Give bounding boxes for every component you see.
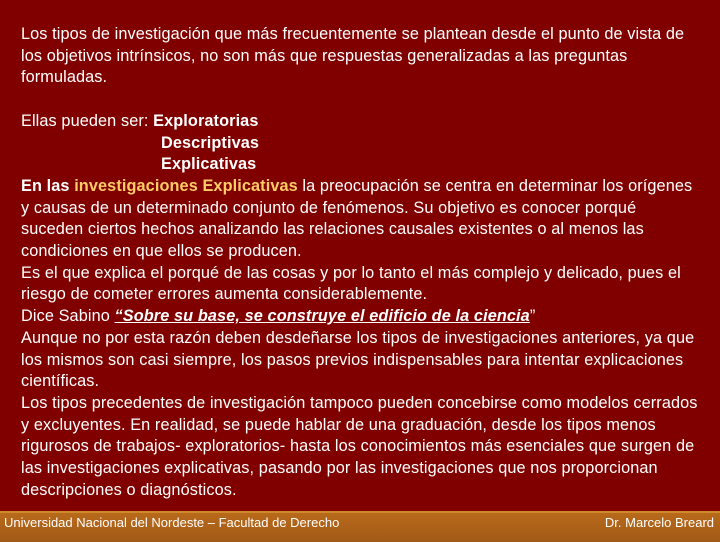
explicativas-rest: la preocupación se centra en determinar los orígenes y causas de un determinado conjunto de fenómenos. Su objetivo es conocer porqué suceden ciertos hechos analizando las relaciones causales existentes o al menos las condiciones en que ellos se producen. bbox=[21, 176, 693, 261]
types-label: Ellas pueden ser: bbox=[21, 111, 154, 130]
types-list bbox=[21, 111, 701, 133]
explicativas-term: investigaciones Explicativas bbox=[74, 176, 298, 195]
paragraph-gap bbox=[21, 89, 701, 111]
explicativas-prefix: En las bbox=[21, 176, 75, 195]
type-explicativas: Explicativas bbox=[161, 155, 257, 174]
explica-paragraph: Es el que explica el porqué de las cosas y por lo tanto el más complejo y delicado, pues el riesgo de cometer errores aumenta considerablemente. bbox=[21, 263, 681, 304]
precedentes-paragraph: Los tipos precedentes de investigación tampoco pueden concebirse como modelos cerrados y excluyentes. En realidad, se puede hablar de una graduación, desde los tipos menos rigurosos de trabajos- exploratorios- hasta los conocimientos más esenciales que surgen de las investigaciones explicativas, pasando por las investigaciones que nos proporcionan descripciones o diagnósticos. bbox=[21, 393, 698, 499]
sabino-prefix: Dice Sabino bbox=[21, 307, 115, 326]
sabino-close: ” bbox=[529, 307, 536, 326]
sabino-paragraph bbox=[21, 306, 701, 328]
explicativas-paragraph bbox=[21, 176, 701, 263]
type-descriptivas: Descriptivas bbox=[161, 133, 260, 152]
footer-institution: Universidad Nacional del Nordeste – Facultad de Derecho bbox=[4, 515, 340, 530]
slide-body bbox=[21, 24, 701, 501]
sabino-quote: “Sobre su base, se construye el edificio de la ciencia bbox=[114, 307, 530, 326]
footer-author: Dr. Marcelo Breard bbox=[604, 515, 714, 530]
intro-paragraph: Los tipos de investigación que más frecuentemente se plantean desde el punto de vista de los objetivos intrínsicos, no son más que respuestas generalizadas a las preguntas formuladas. bbox=[21, 25, 685, 87]
footer-bar bbox=[0, 511, 720, 542]
aunque-paragraph: Aunque no por esta razón deben desdeñarse los tipos de investigaciones anteriores, ya que los mismos son casi siempre, los pasos previos indispensables para intentar explicaciones científicas. bbox=[21, 328, 695, 391]
type-exploratorias: Exploratorias bbox=[153, 111, 259, 130]
